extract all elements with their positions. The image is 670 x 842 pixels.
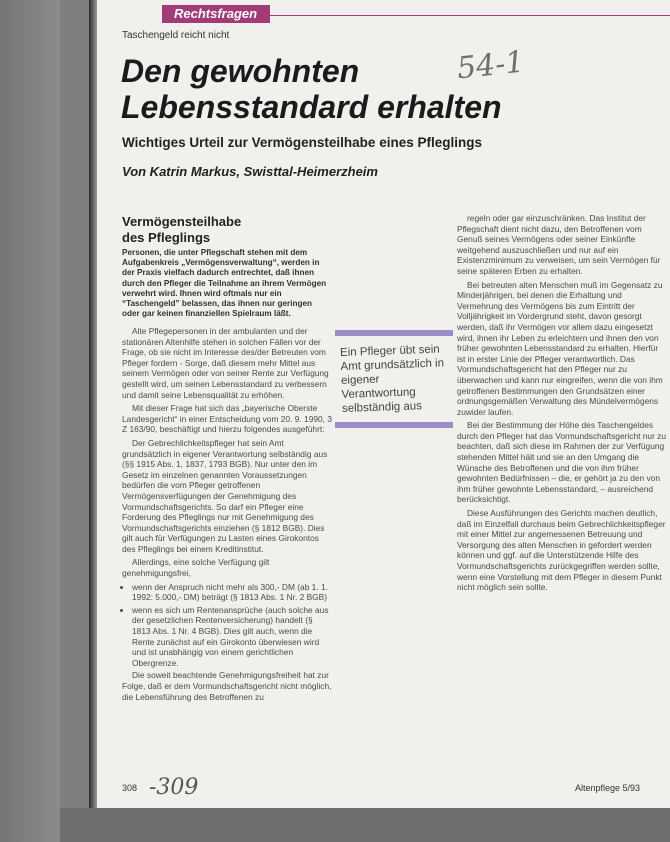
- pull-quote-bar-bottom: [335, 422, 453, 428]
- pull-quote-bar-top: [335, 330, 453, 336]
- section-heading: [122, 214, 282, 246]
- body-paragraph: regeln oder gar einzuschränken. Das Institut der Pflegschaft dient nicht dazu, den Betroffenen vom Genuß seines Vermögens oder seiner Einkünfte weitgehend auszuschließen und nur auf ein Existenzminimum zu verweisen, um sein Vermögen für seine späteren Erben zu erhalten.: [457, 213, 661, 276]
- body-paragraph: Mit dieser Frage hat sich das „bayerische Oberste Landesgericht“ in einer Entscheidung vom 20. 9. 1990, 3 Z 163/90, beschäftigt und hierzu folgendes ausgeführt:: [122, 403, 332, 435]
- author-line: Von Katrin Markus, Swisttal-Heimerzheim: [122, 164, 378, 179]
- body-paragraph: Allerdings, eine solche Verfügung gilt genehmigungsfrei,: [122, 557, 270, 579]
- pull-quote-text: Ein Pfleger übt sein Amt grundsätzlich in eigener Verantwortung selbständig aus: [339, 343, 445, 415]
- handwritten-note-top: 54-1: [455, 44, 527, 87]
- document-page: [97, 0, 670, 808]
- body-column-right: [457, 213, 667, 596]
- article-subtitle: Wichtiges Urteil zur Vermögensteilhabe eines Pfleglings: [122, 135, 482, 150]
- body-paragraph: Diese Ausführungen des Gerichts machen deutlich, daß im Einzelfall durchaus beim Gebrechlichkeitspfleger mit einer Mittel zur angemessenen Betreuung und Versorgung des alten Menschen in gefordert werden können und ggf. auf die Unterstützende Hilfe des Vormundschaftsgerichts zurückgegriffen werden sollte, wenn eine Vorstellung mit dem Pfleger in diesem Punkt nicht möglich sein sollte.: [457, 508, 666, 593]
- title-line-1: Den gewohnten: [121, 53, 360, 89]
- list-item: • wenn es sich um Rentenansprüche (auch solche aus der gesetzlichen Rentenversicherung) handelt (§ 1813 Abs. 1 Nr. 4 BGB). Dies gilt auch, wenn die Rente zunächst auf ein Girokonto überwiesen wird und ist unabhängig von einem gerichtlichen Obergrenze.: [132, 605, 332, 669]
- scan-bottom-shadow: [60, 808, 670, 842]
- kicker-text: Taschengeld reicht nicht: [122, 30, 230, 41]
- title-line-2: Lebensstandard erhalten: [121, 89, 502, 125]
- body-paragraph: Alte Pflegepersonen in der ambulanten und der stationären Altenhilfe stehen in solchen Fällen vor der Frage, ob sie nicht im Interesse des/der Betreuten vom Pfleger fordern - Sorge, daß diesem mehr Mittel aus seinem Vermögen oder von seiner Rente zur Verfügung gestellt wird, um seinen Lebensstandard zu verbessern und damit seine Lebensqualität zu erhöhen.: [122, 326, 329, 400]
- book-spine-shadow: [0, 0, 60, 842]
- body-paragraph: Bei der Bestimmung der Höhe des Taschengeldes durch den Pfleger hat das Vormundschaftsgericht nur zu beachten, daß sich diese im Rahmen der zur Verfügung stehenden Mittel hält und sie an den Umgang die Wünsche des Betroffenen und die von ihm früher gewohnten Bedürfnissen – die, er gehört ja zu den von ihm früher gewohnte Lebensstandard, – ausreichend berücksichtigt.: [457, 420, 667, 505]
- page-number: 308: [122, 783, 138, 793]
- section-heading-line-2: des Pfleglings: [122, 230, 211, 245]
- handwritten-note-bottom: -309: [149, 775, 199, 800]
- section-rule: [270, 15, 670, 16]
- lead-paragraph: Personen, die unter Pflegschaft stehen mit dem Aufgabenkreis „Vermögensverwaltung“, werden in der Praxis vielfach dadurch entrechtet, daß ihnen durch den Pfleger die Teilnahme an ihrem Vermögen verwehrt wird. Ihnen wird oftmals nur ein “Taschengeld” belassen, das ihnen nur geringen oder gar keinen finanziellen Spielraum läßt.: [122, 248, 327, 319]
- footer-issue: Altenpflege 5/93: [575, 783, 641, 793]
- list-item: • wenn der Anspruch nicht mehr als 300,- DM (ab 1. 1. 1992: 5.000,- DM) beträgt (§ 1813 Abs. 1 Nr. 2 BGB): [132, 582, 332, 603]
- body-column-left: [122, 326, 332, 705]
- section-tab: Rechtsfragen: [162, 5, 270, 23]
- article-title: [121, 53, 502, 125]
- body-paragraph: Der Gebrechlichkeitspfleger hat sein Amt grundsätzlich in eigener Verantwortung selbständig aus (§§ 1915 Abs. 1, 1837, 1793 BGB). Nur unter den im Gesetz im einzelnen genannten Voraussetzungen bedürfen die vom Pfleger getroffenen Vermögensverfügungen der Genehmigung des Vormundschaftsgerichts. So darf ein Pfleger eine Forderung des Pfleglings nur mit Genehmigung des Vormundschaftsgerichts einziehen (§ 1812 BGB). Dies gilt auch für Verfügungen zu Lasten eines Girokontos des Pfleglings bei einem Kreditinstitut.: [122, 437, 328, 554]
- section-heading-line-1: Vermögensteilhabe: [122, 214, 242, 229]
- body-paragraph: Die soweit beachtende Genehmigungsfreiheit hat zur Folge, daß er dem Vormundschaftsgericht nicht möglich, die Lebensführung des Betroffenen zu: [122, 670, 332, 702]
- condition-list: [122, 582, 332, 669]
- pull-quote: [335, 330, 455, 428]
- body-paragraph: Bei betreuten alten Menschen muß im Gegensatz zu Minderjährigen, bei denen die Erhaltung und Vermehrung des Vermögens bis zum Eintritt der Volljährigkeit im Vordergrund steht, davon gesorgt werden, daß ihr Vermögen vor allem dazu eingesetzt wird, ihnen ihr Leben zu erleichtern und ihnen den von früher gewohnten Lebensstandard zu erhalten. Hierfür ist in erster Linie der Pfleger verantwortlich. Das Vormundschaftsgericht hat den Pfleger nur zu überwachen und kann nur eingreifen, wenn die von ihm getroffenen Bestimmungen den Grundsätzen einer ordnungsgemäßen Verwaltung des Mündelvermögens zuwider laufen.: [457, 279, 663, 417]
